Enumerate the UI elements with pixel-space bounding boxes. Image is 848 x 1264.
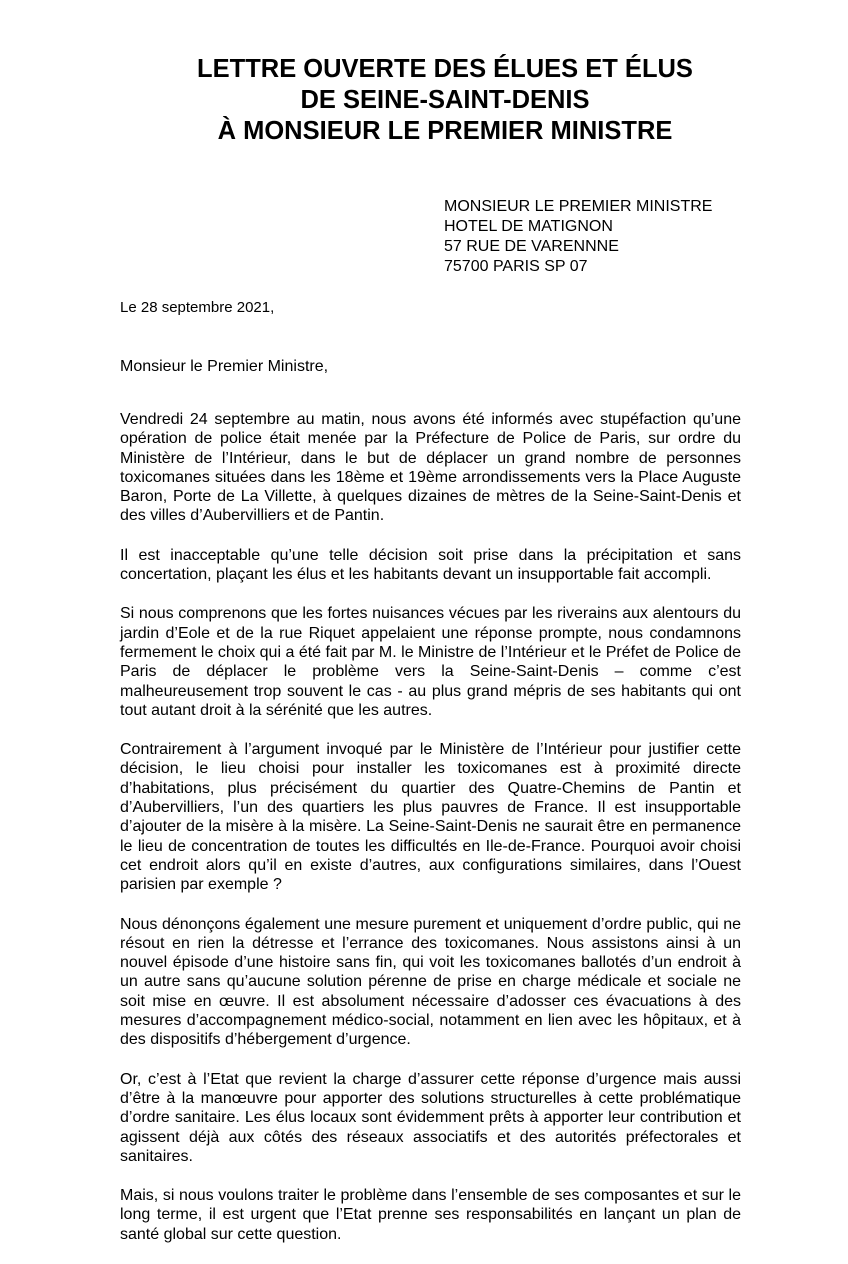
recipient-street: 57 RUE DE VARENNNE xyxy=(444,238,619,255)
body-paragraph: Vendredi 24 septembre au matin, nous avons été informés avec stupéfaction qu’une opération de police était menée par la Préfecture de Police de Paris, sur ordre du Ministère de l’Intérieur, dans le but de déplacer un grand nombre de personnes toxicomanes situées dans les 18ème et 19ème arrondissements vers la Place Auguste Baron, Porte de La Villette, à quelques dizaines de mètres de la Seine-Saint-Denis et des villes d’Aubervilliers et de Pantin. xyxy=(120,411,741,525)
recipient-name: MONSIEUR LE PREMIER MINISTRE xyxy=(444,198,713,215)
body-paragraph: Nous dénonçons également une mesure purement et uniquement d’ordre public, qui ne résout en rien la détresse et l’errance des toxicomanes. Nous assistons ainsi à un nouvel épisode d’une histoire sans fin, qui voit les toxicomanes ballotés d’un endroit à un autre sans qu’aucune solution pérenne de prise en charge médicale et sociale ne soit mise en œuvre. Il est absolument nécessaire d’adosser ces évacuations à des mesures d’accompagnement médico-social, notamment en lien avec les hôpitaux, et à des dispositifs d’hébergement d’urgence. xyxy=(120,915,741,1049)
body-paragraph: Mais, si nous voulons traiter le problème dans l’ensemble de ses composantes et sur le long terme, il est urgent que l’Etat prenne ses responsabilités en lançant un plan de santé global sur cette question. xyxy=(120,1187,741,1243)
recipient-building: HOTEL DE MATIGNON xyxy=(444,218,613,235)
letter-body xyxy=(120,410,741,1264)
body-paragraph: Contrairement à l’argument invoqué par le Ministère de l’Intérieur pour justifier cette décision, le lieu choisi pour installer les toxicomanes est à proximité directe d’habitations, plus précisément du quartier des Quatre-Chemins de Pantin et d’Aubervilliers, l’un des quartiers les plus pauvres de France. Il est insupportable d’ajouter de la misère à la misère. La Seine-Saint-Denis ne saurait être en permanence le lieu de concentration de toutes les difficultés en Ile-de-France. Pourquoi avoir choisi cet endroit alors qu’il en existe d’autres, aux configurations similaires, dans l’Ouest parisien par exemple ? xyxy=(120,741,741,894)
body-paragraph: Il est inacceptable qu’une telle décision soit prise dans la précipitation et sans concertation, plaçant les élus et les habitants devant un insupportable fait accompli. xyxy=(120,546,741,584)
title-line-3: À MONSIEUR LE PREMIER MINISTRE xyxy=(217,117,673,145)
letter-title xyxy=(0,54,848,147)
body-paragraph: Or, c’est à l’Etat que revient la charge d’assurer cette réponse d’urgence mais aussi d’être à la manœuvre pour apporter des solutions structurelles à cette problématique d’ordre sanitaire. Les élus locaux sont évidemment prêts à apporter leur contribution et agissent déjà aux côtés des réseaux associatifs et des autorités préfectorales et sanitaires. xyxy=(120,1070,741,1165)
letter-date: Le 28 septembre 2021, xyxy=(120,299,275,316)
salutation: Monsieur le Premier Ministre, xyxy=(120,358,329,375)
recipient-address xyxy=(444,197,712,277)
title-line-1: LETTRE OUVERTE DES ÉLUES ET ÉLUS xyxy=(197,55,693,83)
recipient-city: 75700 PARIS SP 07 xyxy=(444,258,588,275)
body-paragraph: Si nous comprenons que les fortes nuisances vécues par les riverains aux alentours du jardin d’Eole et de la rue Riquet appelaient une réponse prompte, nous condamnons fermement le choix qui a été fait par M. le Ministre de l’Intérieur et le Préfet de Police de Paris de déplacer le problème vers la Seine-Saint-Denis – comme c’est malheureusement trop souvent le cas - au plus grand mépris de ses habitants qui ont tout autant droit à la sérénité que les autres. xyxy=(120,605,741,719)
title-line-2: DE SEINE-SAINT-DENIS xyxy=(300,86,590,114)
